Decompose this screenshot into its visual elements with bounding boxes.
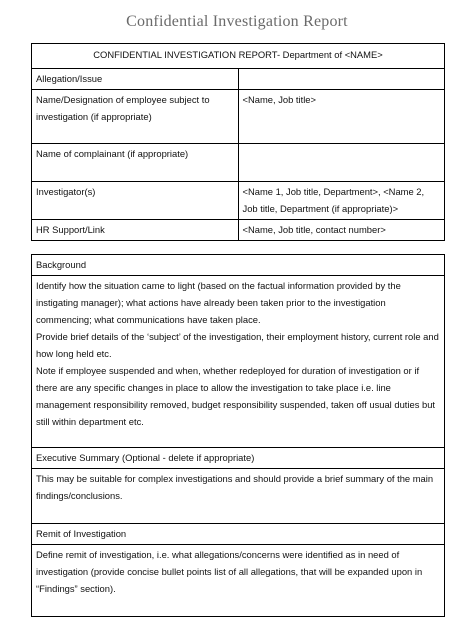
background-paragraph: Provide brief details of the ‘subject’ of the investigation, their employment history, current role and how long held etc.	[36, 331, 439, 359]
table-row	[32, 69, 445, 90]
section-heading-row	[32, 255, 445, 276]
summary-header: CONFIDENTIAL INVESTIGATION REPORT- Department of <NAME>	[32, 44, 445, 69]
document-title: Confidential Investigation Report	[126, 13, 348, 30]
background-body	[32, 276, 445, 448]
row-value-complainant	[238, 144, 445, 182]
row-value-employee: <Name, Job title>	[238, 90, 445, 144]
row-label-employee: Name/Designation of employee subject to investigation (if appropriate)	[32, 90, 239, 144]
section-body-row	[32, 469, 445, 524]
summary-header-row	[32, 44, 445, 69]
table-row	[32, 220, 445, 241]
table-row	[32, 90, 445, 144]
section-heading-row	[32, 448, 445, 469]
remit-body: Define remit of investigation, i.e. what allegations/concerns were identified as in need of investigation (provide concise bullet points list of all allegations, that will be expanded upon in “Findings” section).	[32, 545, 445, 617]
executive-summary-heading: Executive Summary (Optional - delete if appropriate)	[32, 448, 445, 469]
executive-summary-body: This may be suitable for complex investigations and should provide a brief summary of the main findings/conclusions.	[32, 469, 445, 524]
summary-table	[31, 43, 445, 241]
remit-heading: Remit of Investigation	[32, 524, 445, 545]
row-label-allegation: Allegation/Issue	[32, 69, 239, 90]
background-paragraph: Identify how the situation came to light (based on the factual information provided by the instigating manager); what actions have already been taken prior to the investigation commencing; what communications have taken place.	[36, 280, 401, 325]
background-heading: Background	[32, 255, 445, 276]
table-row	[32, 144, 445, 182]
row-value-investigators: <Name 1, Job title, Department>, <Name 2, Job title, Department (if appropriate)>	[238, 182, 445, 220]
section-body-row	[32, 545, 445, 617]
row-value-allegation	[238, 69, 445, 90]
table-row	[32, 182, 445, 220]
background-paragraph: Note if employee suspended and when, whether redeployed for duration of investigation or if there are any specific changes in place to allow the investigation to take place i.e. line management responsibility removed, budget responsibility suspended, taken off usual duties but still within department etc.	[36, 365, 436, 427]
sections-table	[31, 254, 445, 617]
row-label-investigators: Investigator(s)	[32, 182, 239, 220]
row-label-complainant: Name of complainant (if appropriate)	[32, 144, 239, 182]
row-value-hr-support: <Name, Job title, contact number>	[238, 220, 445, 241]
section-body-row	[32, 276, 445, 448]
section-heading-row	[32, 524, 445, 545]
row-label-hr-support: HR Support/Link	[32, 220, 239, 241]
